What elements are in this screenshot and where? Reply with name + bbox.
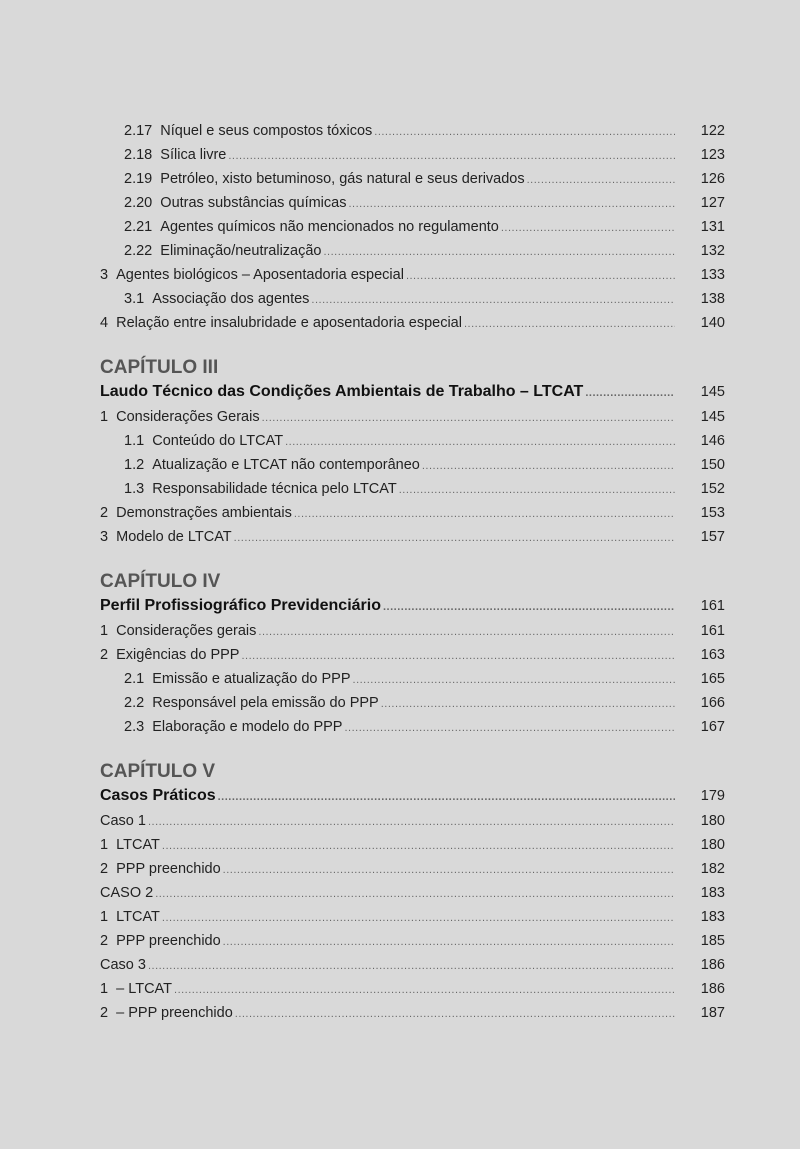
entry-title: Caso 3 bbox=[100, 957, 146, 973]
entry-title: CASO 2 bbox=[100, 885, 154, 901]
entry-number: 1 bbox=[100, 909, 109, 925]
toc-entry[interactable] bbox=[100, 881, 725, 905]
table-of-contents bbox=[100, 119, 725, 1025]
toc-entry[interactable] bbox=[100, 191, 725, 215]
chapter-title-entry[interactable] bbox=[100, 783, 725, 809]
entry-title: Responsável pela emissão do PPP bbox=[152, 695, 379, 711]
toc-entry[interactable] bbox=[100, 953, 725, 977]
leader-dots bbox=[241, 644, 675, 668]
page-number: 166 bbox=[700, 695, 725, 711]
page-number: 186 bbox=[700, 981, 725, 997]
leader-dots bbox=[383, 594, 675, 620]
chapter-title: Laudo Técnico das Condições Ambientais de Trabalho – LTCAT bbox=[100, 383, 584, 400]
entry-title: PPP preenchido bbox=[116, 861, 221, 877]
entry-title: Demonstrações ambientais bbox=[116, 505, 292, 521]
entry-title: Sílica livre bbox=[160, 147, 227, 163]
page-number: 152 bbox=[700, 481, 725, 497]
page-number: 122 bbox=[700, 123, 725, 139]
page-number: 153 bbox=[700, 505, 725, 521]
entry-title: Associação dos agentes bbox=[152, 291, 310, 307]
entry-title: Emissão e atualização do PPP bbox=[152, 671, 351, 687]
chapter-heading: CAPÍTULO V bbox=[100, 761, 216, 782]
chapter-title: Perfil Profissiográfico Previdenciário bbox=[100, 597, 381, 614]
toc-entry[interactable] bbox=[100, 477, 725, 501]
leader-dots bbox=[223, 930, 675, 954]
leader-dots bbox=[262, 406, 675, 430]
entry-title: Agentes biológicos – Aposentadoria especial bbox=[116, 267, 404, 283]
leader-dots bbox=[348, 192, 675, 216]
toc-entry[interactable] bbox=[100, 809, 725, 833]
page-number: 157 bbox=[700, 529, 725, 545]
entry-title: Outras substâncias químicas bbox=[160, 195, 347, 211]
entry-number: 2 bbox=[100, 505, 109, 521]
leader-dots bbox=[324, 240, 676, 264]
toc-entry[interactable] bbox=[100, 905, 725, 929]
entry-number: 2 bbox=[100, 647, 109, 663]
page-number: 187 bbox=[700, 1005, 725, 1021]
entry-title: – PPP preenchido bbox=[116, 1005, 233, 1021]
toc-entry[interactable] bbox=[100, 977, 725, 1001]
entry-number: 3.1 bbox=[124, 291, 145, 307]
entry-number: 2.21 bbox=[124, 219, 153, 235]
entry-title: Responsabilidade técnica pelo LTCAT bbox=[152, 481, 397, 497]
entry-title: Considerações gerais bbox=[116, 623, 257, 639]
page-number: 133 bbox=[700, 267, 725, 283]
leader-dots bbox=[381, 692, 675, 716]
toc-entry[interactable] bbox=[100, 167, 725, 191]
leader-dots bbox=[162, 906, 675, 930]
entry-number: 1.3 bbox=[124, 481, 145, 497]
toc-entry[interactable] bbox=[100, 833, 725, 857]
toc-entry[interactable] bbox=[100, 667, 725, 691]
leader-dots bbox=[344, 716, 675, 740]
chapter-title-entry[interactable] bbox=[100, 593, 725, 619]
toc-entry[interactable] bbox=[100, 263, 725, 287]
leader-dots bbox=[155, 882, 675, 906]
entry-number: 2.22 bbox=[124, 243, 153, 259]
entry-number: 2.18 bbox=[124, 147, 153, 163]
entry-number: 2.2 bbox=[124, 695, 145, 711]
page-number: 161 bbox=[700, 623, 725, 639]
page-number: 163 bbox=[700, 647, 725, 663]
toc-entry[interactable] bbox=[100, 453, 725, 477]
toc-entry[interactable] bbox=[100, 239, 725, 263]
leader-dots bbox=[406, 264, 675, 288]
leader-dots bbox=[228, 144, 675, 168]
entry-title: Atualização e LTCAT não contemporâneo bbox=[152, 457, 420, 473]
page-number: 127 bbox=[700, 195, 725, 211]
leader-dots bbox=[527, 168, 675, 192]
entry-title: Relação entre insalubridade e aposentadoria especial bbox=[116, 315, 462, 331]
entry-title: Agentes químicos não mencionados no regulamento bbox=[160, 219, 499, 235]
entry-title: Petróleo, xisto betuminoso, gás natural e seus derivados bbox=[160, 171, 525, 187]
leader-dots bbox=[285, 430, 675, 454]
page-number: 145 bbox=[700, 384, 725, 400]
entry-number: 1 bbox=[100, 837, 109, 853]
page-number: 183 bbox=[700, 885, 725, 901]
entry-title: LTCAT bbox=[116, 909, 160, 925]
leader-dots bbox=[148, 810, 675, 834]
page-number: 167 bbox=[700, 719, 725, 735]
toc-entry[interactable] bbox=[100, 311, 725, 335]
entry-title: Eliminação/neutralização bbox=[160, 243, 322, 259]
page-number: 138 bbox=[700, 291, 725, 307]
leader-dots bbox=[311, 288, 675, 312]
leader-dots bbox=[501, 216, 675, 240]
page-number: 182 bbox=[700, 861, 725, 877]
leader-dots bbox=[422, 454, 675, 478]
page-number: 179 bbox=[700, 788, 725, 804]
page-number: 165 bbox=[700, 671, 725, 687]
leader-dots bbox=[148, 954, 675, 978]
chapter-heading: CAPÍTULO IV bbox=[100, 571, 221, 592]
leader-dots bbox=[235, 1002, 675, 1026]
entry-number: 1 bbox=[100, 981, 109, 997]
leader-dots bbox=[353, 668, 675, 692]
toc-entry[interactable] bbox=[100, 691, 725, 715]
page-number: 186 bbox=[700, 957, 725, 973]
page-number: 185 bbox=[700, 933, 725, 949]
entry-number: 2.3 bbox=[124, 719, 145, 735]
entry-title: Modelo de LTCAT bbox=[116, 529, 232, 545]
entry-number: 2.17 bbox=[124, 123, 153, 139]
entry-number: 1 bbox=[100, 409, 109, 425]
entry-number: 1.2 bbox=[124, 457, 145, 473]
page-number: 180 bbox=[700, 813, 725, 829]
entry-number: 1 bbox=[100, 623, 109, 639]
entry-title: Elaboração e modelo do PPP bbox=[152, 719, 343, 735]
entry-number: 2.1 bbox=[124, 671, 145, 687]
toc-entry[interactable] bbox=[100, 525, 725, 549]
entry-title: – LTCAT bbox=[116, 981, 173, 997]
leader-dots bbox=[234, 526, 675, 550]
page-number: 180 bbox=[700, 837, 725, 853]
toc-entry[interactable] bbox=[100, 143, 725, 167]
entry-number: 2.19 bbox=[124, 171, 153, 187]
entry-number: 2 bbox=[100, 1005, 109, 1021]
leader-dots bbox=[258, 620, 675, 644]
leader-dots bbox=[585, 380, 675, 406]
entry-number: 3 bbox=[100, 529, 109, 545]
chapter-heading: CAPÍTULO III bbox=[100, 357, 219, 378]
toc-entry[interactable] bbox=[100, 857, 725, 881]
page-number: 126 bbox=[700, 171, 725, 187]
toc-entry[interactable] bbox=[100, 119, 725, 143]
entry-title: PPP preenchido bbox=[116, 933, 221, 949]
toc-entry[interactable] bbox=[100, 429, 725, 453]
chapter-title: Casos Práticos bbox=[100, 787, 216, 804]
entry-title: Exigências do PPP bbox=[116, 647, 240, 663]
leader-dots bbox=[399, 478, 675, 502]
entry-number: 1.1 bbox=[124, 433, 145, 449]
entry-number: 2 bbox=[100, 861, 109, 877]
page-number: 131 bbox=[700, 219, 725, 235]
leader-dots bbox=[294, 502, 675, 526]
page-number: 123 bbox=[700, 147, 725, 163]
toc-entry[interactable] bbox=[100, 287, 725, 311]
entry-number: 2.20 bbox=[124, 195, 153, 211]
toc-entry[interactable] bbox=[100, 501, 725, 525]
page-number: 132 bbox=[700, 243, 725, 259]
page-number: 140 bbox=[700, 315, 725, 331]
toc-entry[interactable] bbox=[100, 619, 725, 643]
leader-dots bbox=[464, 312, 675, 336]
leader-dots bbox=[218, 784, 675, 810]
toc-entry[interactable] bbox=[100, 215, 725, 239]
entry-title: LTCAT bbox=[116, 837, 160, 853]
toc-entry[interactable] bbox=[100, 715, 725, 739]
entry-title: Níquel e seus compostos tóxicos bbox=[160, 123, 373, 139]
page-number: 146 bbox=[700, 433, 725, 449]
toc-entry[interactable] bbox=[100, 643, 725, 667]
toc-entry[interactable] bbox=[100, 929, 725, 953]
entry-title: Considerações Gerais bbox=[116, 409, 260, 425]
leader-dots bbox=[174, 978, 675, 1002]
page-number: 161 bbox=[700, 598, 725, 614]
page-number: 183 bbox=[700, 909, 725, 925]
leader-dots bbox=[162, 834, 675, 858]
entry-number: 2 bbox=[100, 933, 109, 949]
leader-dots bbox=[223, 858, 675, 882]
chapter-title-entry[interactable] bbox=[100, 379, 725, 405]
entry-number: 4 bbox=[100, 315, 109, 331]
toc-entry[interactable] bbox=[100, 1001, 725, 1025]
entry-number: 3 bbox=[100, 267, 109, 283]
toc-entry[interactable] bbox=[100, 405, 725, 429]
entry-title: Conteúdo do LTCAT bbox=[152, 433, 284, 449]
page-number: 145 bbox=[700, 409, 725, 425]
page-number: 150 bbox=[700, 457, 725, 473]
leader-dots bbox=[374, 120, 675, 144]
entry-title: Caso 1 bbox=[100, 813, 146, 829]
